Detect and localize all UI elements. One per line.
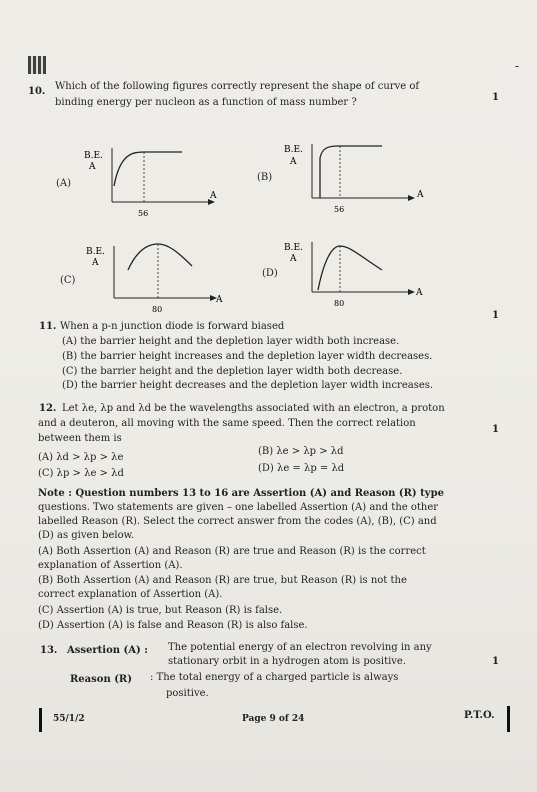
graph-b-ylabel-a: A (290, 157, 297, 167)
q11-option-a: (A) the barrier height and the depletion layer width both increase. (62, 336, 400, 347)
q11-option-c: (C) the barrier height and the depletion layer width both decrease. (62, 366, 403, 377)
q13-number: 13. (40, 645, 58, 656)
q12-stem-line3: between them is (38, 433, 122, 444)
qr-code-icon (28, 56, 46, 74)
graph-a-ylabel-a: A (89, 162, 96, 172)
q11-option-d: (D) the barrier height decreases and the depletion layer width increases. (62, 380, 434, 391)
graph-c-ylabel-a: A (92, 258, 99, 268)
graph-a-curve (114, 152, 182, 186)
q12-option-d: (D) λe = λp = λd (258, 463, 345, 474)
q11-marks: 1 (492, 310, 499, 321)
q11-stem: When a p-n junction diode is forward biased (60, 321, 285, 332)
graph-b-xlabel: A (417, 190, 424, 200)
q10-stem-line2: binding energy per nucleon as a function of mass number ? (55, 97, 357, 108)
graph-a-xlabel: A (210, 191, 217, 201)
note-line2: questions. Two statements are given – one labelled Assertion (A) and the other (38, 502, 439, 513)
q10-option-b-label: (B) (257, 172, 273, 183)
q11-number: 11. (39, 321, 57, 332)
graph-b (282, 140, 432, 220)
q10-number: 10. (28, 86, 46, 97)
q12-number: 12. (39, 403, 57, 414)
note-code-b1: (B) Both Assertion (A) and Reason (R) are true, but Reason (R) is not the (38, 575, 407, 586)
q10-option-c-label: (C) (60, 275, 76, 286)
q12-marks: 1 (492, 424, 499, 435)
graph-c-curve (128, 244, 192, 270)
graph-d-arrow-icon (408, 289, 415, 295)
q10-marks: 1 (492, 92, 499, 103)
note-line4: (D) as given below. (38, 530, 135, 541)
graph-d-ylabel-a: A (290, 254, 297, 264)
q10-option-a-label: (A) (56, 178, 72, 189)
q12-option-c: (C) λp > λe > λd (38, 468, 124, 479)
corner-mark: - (515, 59, 520, 73)
graph-a-tick: 56 (138, 209, 149, 218)
q13-assertion-line2: stationary orbit in a hydrogen atom is positive. (168, 656, 407, 667)
q13-reason-line1: : The total energy of a charged particle is always (150, 672, 399, 683)
note-line1: Note : Question numbers 13 to 16 are Assertion (A) and Reason (R) type (38, 488, 444, 499)
note-line3: labelled Reason (R). Select the correct answer from the codes (A), (B), (C) and (38, 516, 437, 527)
q13-reason-label: Reason (R) (70, 674, 132, 685)
q12-option-b: (B) λe > λp > λd (258, 446, 344, 457)
note-code-a1: (A) Both Assertion (A) and Reason (R) are true and Reason (R) is the correct (38, 546, 426, 557)
q13-reason-line2: positive. (166, 688, 209, 699)
graph-b-curve (320, 146, 382, 198)
graph-d-tick: 80 (334, 299, 345, 308)
q13-assertion-line1: The potential energy of an electron revolving in any (168, 642, 432, 653)
graph-d-curve (318, 246, 382, 290)
note-code-c: (C) Assertion (A) is true, but Reason (R) is false. (38, 605, 283, 616)
q12-option-a: (A) λd > λp > λe (38, 452, 124, 463)
graph-c-ylabel: B.E. (86, 247, 105, 257)
footer-pto: P.T.O. (464, 710, 495, 721)
q11-option-b: (B) the barrier height increases and the depletion layer width decreases. (62, 351, 433, 362)
q10-option-d-label: (D) (262, 268, 278, 279)
q13-assertion-label: Assertion (A) : (67, 645, 148, 656)
q12-stem-line1: Let λe, λp and λd be the wavelengths associated with an electron, a proton (62, 403, 445, 414)
footer-code: 55/1/2 (53, 714, 85, 724)
q10-stem-line1: Which of the following figures correctly represent the shape of curve of (55, 81, 420, 92)
graph-a-ylabel: B.E. (84, 151, 103, 161)
graph-d-ylabel: B.E. (284, 243, 303, 253)
graph-b-arrow-icon (408, 195, 415, 201)
footer-right-bar (507, 706, 510, 732)
note-code-d: (D) Assertion (A) is false and Reason (R) is also false. (38, 620, 308, 631)
graph-c (82, 240, 232, 315)
footer-left-bar (39, 708, 42, 732)
q13-marks: 1 (492, 656, 499, 667)
q12-stem-line2: and a deuteron, all moving with the same speed. Then the correct relation (38, 418, 416, 429)
graph-b-ylabel: B.E. (284, 145, 303, 155)
graph-b-tick: 56 (334, 205, 345, 214)
graph-a (80, 140, 230, 220)
footer-page-number: Page 9 of 24 (242, 714, 305, 724)
graph-d-xlabel: A (416, 288, 423, 298)
note-code-b2: correct explanation of Assertion (A). (38, 589, 223, 600)
note-code-a2: explanation of Assertion (A). (38, 560, 183, 571)
graph-c-tick: 80 (152, 305, 163, 314)
graph-c-xlabel: A (216, 295, 223, 305)
graph-d (282, 240, 432, 315)
